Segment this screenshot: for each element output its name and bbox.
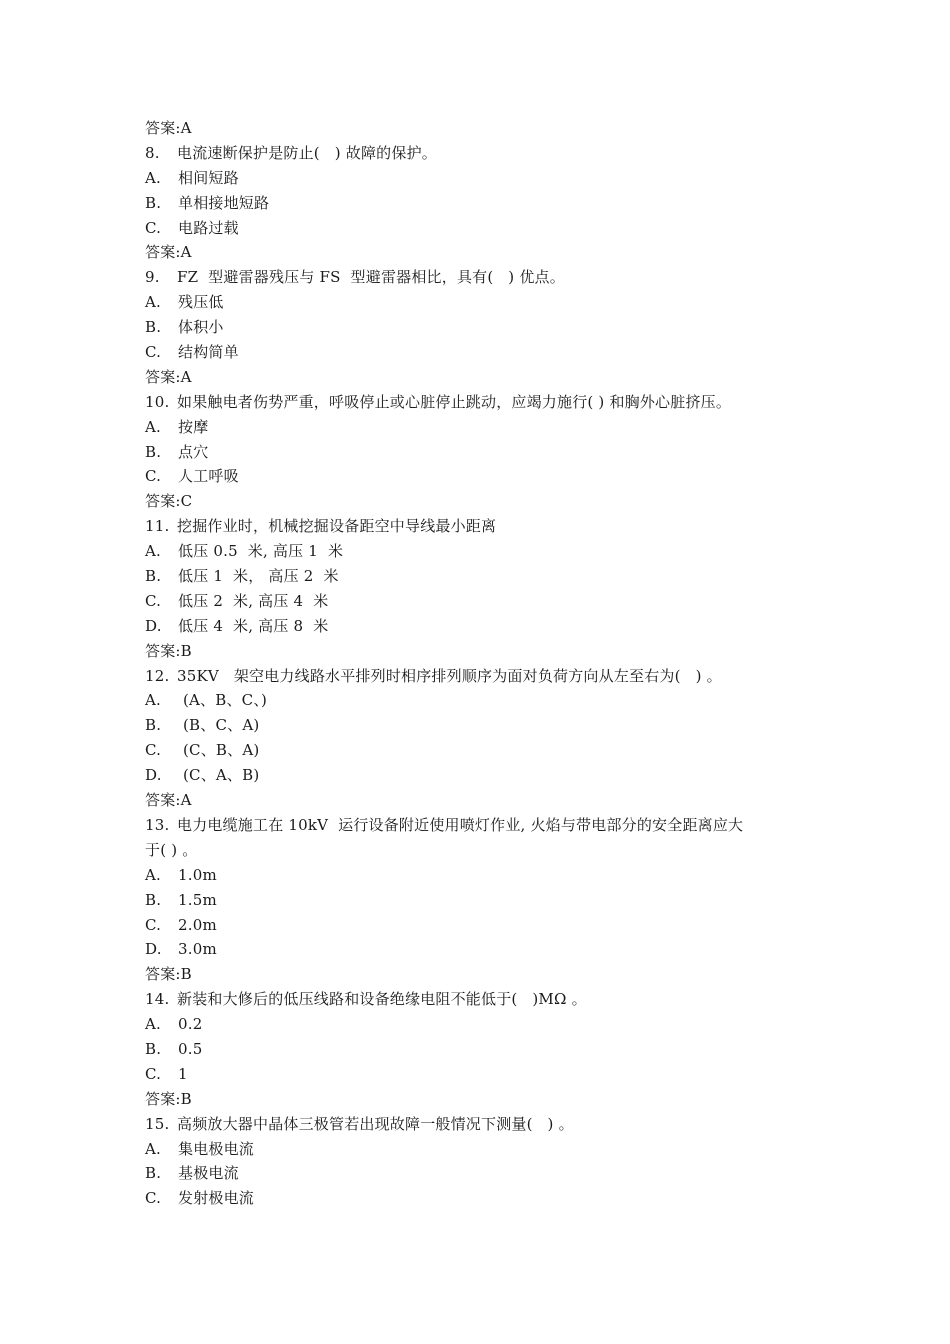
option-text: (C、B、A) — [178, 741, 260, 760]
option-letter: B. — [145, 890, 162, 909]
option-line — [145, 1012, 815, 1037]
option-text: 1.5m — [178, 890, 217, 909]
question-text: 如果触电者伤势严重，呼吸停止或心脏停止跳动，应竭力施行( ) 和胸外心脏挤压。 — [177, 392, 732, 411]
option-letter: A. — [145, 542, 162, 561]
option-line — [145, 688, 815, 713]
option-line — [145, 464, 815, 489]
option-text: 2.0m — [178, 915, 217, 934]
option-text: 体积小 — [178, 318, 224, 337]
option-line — [145, 738, 815, 763]
option-text: 1.0m — [178, 865, 217, 884]
option-line — [145, 1037, 815, 1062]
option-letter: C. — [145, 915, 162, 934]
option-line — [145, 1062, 815, 1087]
option-line — [145, 166, 815, 191]
answer-line: 答案:A — [145, 367, 192, 386]
option-letter: B. — [145, 318, 162, 337]
option-text: 1 — [178, 1064, 188, 1083]
option-line — [145, 1186, 815, 1211]
option-letter: D. — [145, 766, 162, 785]
question-text: 高频放大器中晶体三极管若出现故障一般情况下测量( ) 。 — [177, 1114, 574, 1133]
question-line — [145, 514, 815, 539]
answer-line: 答案:A — [145, 243, 192, 262]
option-line — [145, 713, 815, 738]
option-text: 人工呼吸 — [178, 467, 239, 486]
question-text: 电流速断保护是防止( ) 故障的保护。 — [177, 143, 437, 162]
question-text: 新装和大修后的低压线路和设备绝缘电阻不能低于( )MΩ 。 — [177, 990, 587, 1009]
option-text: 3.0m — [178, 940, 217, 959]
question-text: FZ 型避雷器残压与 FS 型避雷器相比，具有( ) 优点。 — [177, 268, 565, 287]
option-text: 基极电流 — [178, 1164, 239, 1183]
option-letter: A. — [145, 417, 162, 436]
option-text: 结构简单 — [178, 343, 239, 362]
option-line — [145, 863, 815, 888]
option-letter: A. — [145, 1139, 162, 1158]
question-line — [145, 141, 815, 166]
option-line — [145, 191, 815, 216]
option-letter: D. — [145, 940, 162, 959]
question-line — [145, 664, 815, 689]
question-text: 35KV 架空电力线路水平排列时相序排列顺序为面对负荷方向从左至右为( ) 。 — [177, 666, 722, 685]
option-text: 低压 2 米, 高压 4 米 — [178, 591, 329, 610]
option-line — [145, 539, 815, 564]
option-letter: A. — [145, 691, 162, 710]
option-text: 低压 0.5 米, 高压 1 米 — [178, 542, 344, 561]
option-line — [145, 913, 815, 938]
option-letter: C. — [145, 1064, 162, 1083]
option-text: 按摩 — [178, 417, 209, 436]
option-text: 集电极电流 — [178, 1139, 255, 1158]
question-line — [145, 1112, 815, 1137]
question-number: 10. — [145, 392, 170, 411]
question-line — [145, 390, 815, 415]
option-text: 相间短路 — [178, 168, 239, 187]
option-line — [145, 589, 815, 614]
option-text: (B、C、A) — [178, 716, 260, 735]
question-number: 12. — [145, 666, 170, 685]
option-text: 0.5 — [178, 1039, 203, 1058]
option-letter: B. — [145, 567, 162, 586]
option-letter: B. — [145, 1039, 162, 1058]
option-letter: C. — [145, 741, 162, 760]
option-letter: D. — [145, 616, 162, 635]
question-number: 11. — [145, 517, 170, 536]
option-text: (A、B、C、) — [178, 691, 268, 710]
option-letter: A. — [145, 168, 162, 187]
option-letter: B. — [145, 716, 162, 735]
answer-line: 答案:B — [145, 641, 192, 660]
option-text: 单相接地短路 — [178, 193, 270, 212]
answer-line: 答案:C — [145, 492, 193, 511]
option-letter: C. — [145, 218, 162, 237]
option-line — [145, 564, 815, 589]
question-number: 15. — [145, 1114, 170, 1133]
option-line — [145, 315, 815, 340]
question-line — [145, 987, 815, 1012]
question-number: 8. — [145, 143, 160, 162]
question-number: 13. — [145, 815, 170, 834]
option-line — [145, 888, 815, 913]
answer-line: 答案:B — [145, 1089, 192, 1108]
option-text: 电路过载 — [178, 218, 239, 237]
question-list — [145, 116, 815, 1211]
option-line — [145, 614, 815, 639]
option-letter: B. — [145, 1164, 162, 1183]
option-letter: B. — [145, 193, 162, 212]
option-line — [145, 216, 815, 241]
option-text: 点穴 — [178, 442, 209, 461]
option-text: 0.2 — [178, 1015, 203, 1034]
answer-line: 答案:A — [145, 119, 192, 137]
question-number: 14. — [145, 990, 170, 1009]
option-line — [145, 937, 815, 962]
option-line — [145, 763, 815, 788]
option-letter: B. — [145, 442, 162, 461]
answer-line: 答案:A — [145, 791, 192, 810]
option-line — [145, 440, 815, 465]
option-text: 低压 4 米, 高压 8 米 — [178, 616, 329, 635]
option-text: 发射极电流 — [178, 1189, 255, 1208]
question-text: 电力电缆施工在 10kV 运行设备附近使用喷灯作业, 火焰与带电部分的安全距离应大 — [177, 815, 744, 834]
option-line — [145, 415, 815, 440]
question-number: 9. — [145, 268, 160, 287]
option-line — [145, 1161, 815, 1186]
question-line — [145, 813, 815, 838]
option-text: 低压 1 米， 高压 2 米 — [178, 567, 339, 586]
option-text: (C、A、B) — [178, 766, 260, 785]
option-line — [145, 1137, 815, 1162]
option-line — [145, 340, 815, 365]
option-letter: C. — [145, 1189, 162, 1208]
question-text-continued: 于( ) 。 — [145, 840, 198, 859]
option-line — [145, 290, 815, 315]
option-letter: C. — [145, 343, 162, 362]
option-letter: C. — [145, 591, 162, 610]
option-text: 残压低 — [178, 293, 224, 312]
option-letter: C. — [145, 467, 162, 486]
question-line — [145, 265, 815, 290]
option-letter: A. — [145, 293, 162, 312]
option-letter: A. — [145, 865, 162, 884]
option-letter: A. — [145, 1015, 162, 1034]
answer-line: 答案:B — [145, 965, 192, 984]
question-text: 挖掘作业时，机械挖掘设备距空中导线最小距离 — [177, 517, 497, 536]
